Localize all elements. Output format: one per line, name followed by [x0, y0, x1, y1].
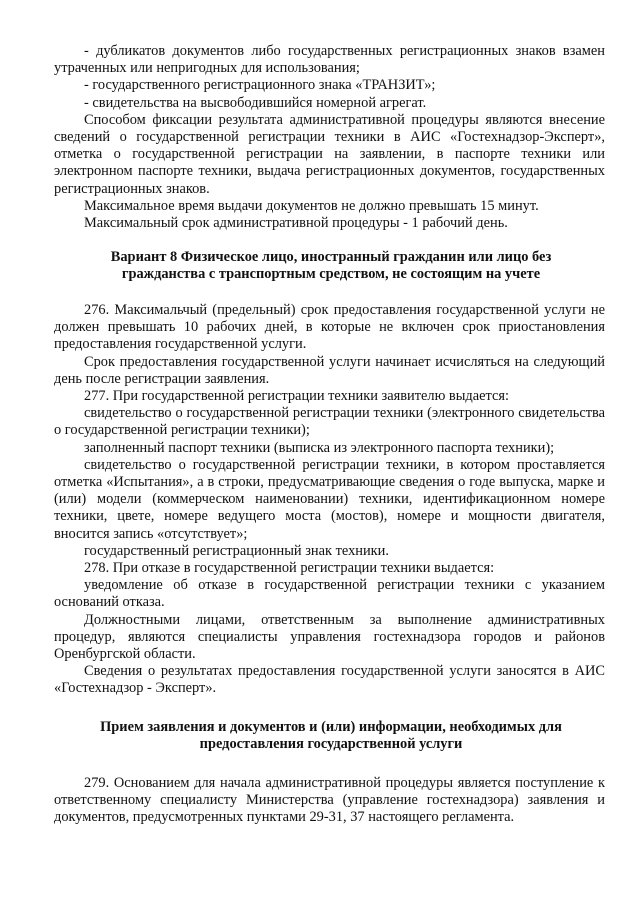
paragraph-freed-unit: - свидетельства на высвободившийся номерной агрегат.	[84, 94, 427, 111]
paragraph-max-procedure-term: Максимальный срок административной процедуры - 1 рабочий день.	[84, 215, 508, 232]
paragraph-278: 278. При отказе в государственной регистрации техники выдается:	[84, 560, 495, 577]
section-heading-reception: Прием заявления и документов и (или) информации, необходимых для предоставления государственной услуги	[100, 719, 562, 753]
paragraph-fixation-method: Способом фиксации результата административной процедуры являются внесение сведений о государственной регистрации техники в АИС «Гостехнадзор-Эксперт», отметка о государственной регистрации на заявлении, в паспорте техники или электронном паспорте техники, выдача регистрационных документов, государственных регистрационных знаков.	[54, 111, 605, 197]
paragraph-transit-sign: - государственного регистрационного знака «ТРАНЗИТ»;	[84, 77, 436, 94]
variant-8-heading-block	[92, 249, 570, 283]
paragraph-277: 277. При государственной регистрации техники заявителю выдается:	[84, 388, 509, 405]
paragraph-max-issue-time: Максимальное время выдачи документов не должно превышать 15 минут.	[84, 197, 539, 214]
paragraph-results-record: Сведения о результатах предоставления государственной услуги заносятся в АИС «Гостехнадзор - Эксперт».	[54, 663, 605, 697]
paragraph-277-certificate: свидетельство о государственной регистрации техники (электронного свидетельства о государственной регистрации техники);	[54, 405, 605, 439]
paragraph-276: 276. Максимальчый (предельный) срок предоставления государственной услуги не должен превышать 10 рабочих дней, в которые не включен срок приостановления предоставления государственной услуги.	[54, 302, 605, 353]
paragraph-service-term: Срок предоставления государственной услуги начинает исчисляться на следующий день после регистрации заявления.	[54, 353, 605, 387]
paragraph-277-plate: государственный регистрационный знак техники.	[84, 542, 389, 559]
paragraph-279: 279. Основанием для начала административной процедуры является поступление к ответственному специалисту Министерства (управление гостехнадзора) заявления и документов, предусмотренных пунктами 29-31, 37 настоящего регламента.	[54, 775, 605, 826]
paragraph-277-passport: заполненный паспорт техники (выписка из электронного паспорта техники);	[84, 439, 555, 456]
reception-heading-block	[86, 719, 576, 753]
section-heading-variant-8: Вариант 8 Физическое лицо, иностранный гражданин или лицо без гражданства с транспортным средством, не состоящим на учете	[110, 249, 552, 283]
top-paragraphs	[54, 43, 605, 232]
paragraph-277-test-certificate: свидетельство о государственной регистрации техники, в котором проставляется отметка «Испытания», а в строки, предусматривающие сведения о годе выпуска, марке и (или) модели (коммерческом наименовании) техники, идентификационном номере техники, цвете, номере ведущего моста (мостов), номере и мощности двигателя, вносится запись «отсутствует»;	[54, 456, 605, 542]
paragraph-278-notice: уведомление об отказе в государственной регистрации техники с указанием оснований отказа.	[54, 577, 605, 611]
reception-body	[54, 775, 605, 827]
variant-8-body	[54, 302, 605, 698]
paragraph-duplicates: - дубликатов документов либо государственных регистрационных знаков взамен утраченных или непригодных для использования;	[54, 43, 605, 77]
paragraph-officials: Должностными лицами, ответственным за выполнение административных процедур, являются специалисты управления гостехнадзора городов и районов Оренбургской области.	[54, 611, 605, 663]
